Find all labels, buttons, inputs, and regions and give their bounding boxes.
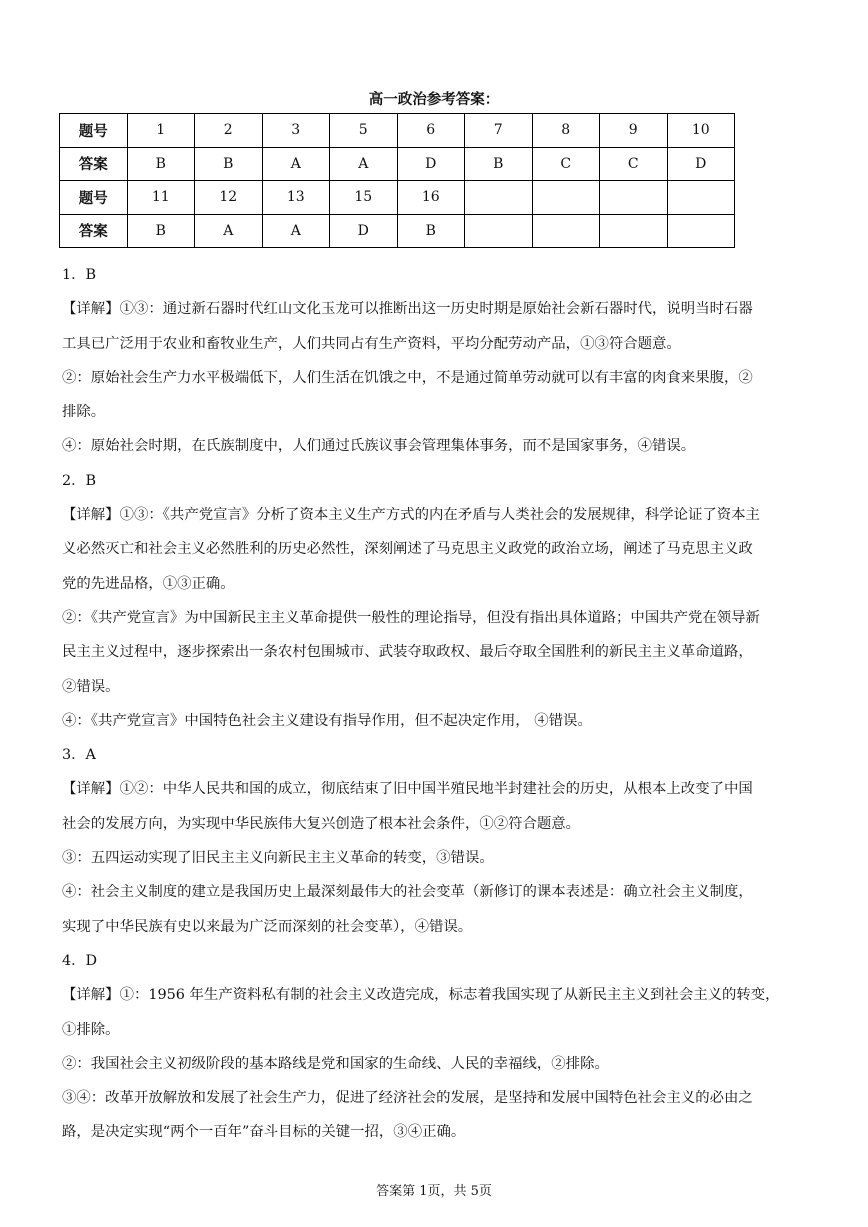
table-cell: A (262, 214, 330, 248)
text-line: ②：《共产党宣言》为中国新民主主义革命提供一般性的理论指导，但没有指出具体道路；中国共产党在领导新 (62, 609, 760, 626)
text-line: ①排除。 (62, 1021, 120, 1038)
table-cell: 1 (127, 114, 195, 148)
page-title: 高一政治参考答案： (368, 92, 500, 108)
table-cell: 10 (667, 114, 735, 148)
table-cell: 15 (330, 181, 398, 215)
answer-table (59, 113, 735, 248)
table-cell: 6 (397, 114, 465, 148)
table-cell: C (532, 147, 600, 181)
table-cell: 11 (127, 181, 195, 215)
table-cell (465, 181, 533, 215)
text-line: 2．B (62, 472, 97, 489)
table-cell (600, 181, 668, 215)
table-cell: A (195, 214, 263, 248)
table-cell: 5 (330, 114, 398, 148)
text-line: 【详解】①③：《共产党宣言》分析了资本主义生产方式的内在矛盾与人类社会的发展规律，科学论证了资本主 (62, 507, 760, 524)
table-cell: 12 (195, 181, 263, 215)
text-line: ③④：改革开放解放和发展了社会生产力，促进了经济社会的发展，是坚持和发展中国特色社会主义的必由之 (62, 1090, 753, 1107)
table-cell (532, 181, 600, 215)
table-cell: A (330, 147, 398, 181)
text-line: 【详解】①：1956 年生产资料私有制的社会主义改造完成，标志着我国实现了从新民主主义到社会主义的转变， (62, 987, 780, 1004)
text-line: 排除。 (62, 404, 106, 421)
table-cell: 9 (600, 114, 668, 148)
table-cell: D (667, 147, 735, 181)
table-cell (667, 181, 735, 215)
table-row (60, 147, 735, 181)
text-line: 【详解】①③：通过新石器时代红山文化玉龙可以推断出这一历史时期是原始社会新石器时代，说明当时石器 (62, 301, 753, 318)
table-cell: B (195, 147, 263, 181)
table-cell: B (397, 214, 465, 248)
text-line: ④：原始社会时期，在氏族制度中，人们通过氏族议事会管理集体事务，而不是国家事务，④错误。 (62, 438, 696, 455)
row-label: 答案 (60, 214, 128, 248)
table-cell: 16 (397, 181, 465, 215)
table-cell (532, 214, 600, 248)
text-line: ②：原始社会生产力水平极端低下，人们生活在饥饿之中，不是通过简单劳动就可以有丰富的肉食来果腹，② (62, 369, 753, 386)
table-cell: 8 (532, 114, 600, 148)
text-line: 社会的发展方向，为实现中华民族伟大复兴创造了根本社会条件，①②符合题意。 (62, 815, 581, 832)
answer-explanations (62, 258, 812, 1150)
text-line: 1．B (62, 267, 97, 283)
table-cell: B (465, 147, 533, 181)
text-line: ④：《共产党宣言》中国特色社会主义建设有指导作用，但不起决定作用， ④错误。 (62, 712, 592, 729)
text-line: 实现了中华民族有史以来最为广泛而深刻的社会变革），④错误。 (62, 918, 473, 935)
text-line: ④：社会主义制度的建立是我国历史上最深刻最伟大的社会变革（新修订的课本表述是：确立社会主义制度， (62, 884, 753, 901)
text-line: 工具已广泛用于农业和畜牧业生产，人们共同占有生产资料，平均分配劳动产品，①③符合题意。 (62, 335, 681, 352)
text-line: ②错误。 (62, 678, 120, 695)
text-line: 党的先进品格，①③正确。 (62, 575, 235, 592)
table-cell: B (127, 214, 195, 248)
text-line: 【详解】①②：中华人民共和国的成立，彻底结束了旧中国半殖民地半封建社会的历史，从根本上改变了中国 (62, 781, 753, 798)
table-cell: 3 (262, 114, 330, 148)
table-cell: B (127, 147, 195, 181)
text-line: 民主主义过程中，逐步探索出一条农村包围城市、武装夺取政权、最后夺取全国胜利的新民主主义革命道路， (62, 644, 753, 661)
table-cell (465, 214, 533, 248)
table-row (60, 214, 735, 248)
table-cell (667, 214, 735, 248)
table-cell: D (330, 214, 398, 248)
table-cell: C (600, 147, 668, 181)
table-row (60, 181, 735, 215)
table-row (60, 114, 735, 148)
table-cell: A (262, 147, 330, 181)
row-label: 题号 (60, 114, 128, 148)
row-label: 题号 (60, 181, 128, 215)
table-cell: 13 (262, 181, 330, 215)
text-line: 3．A (62, 747, 96, 764)
page-footer: 答案第 1页，共 5页 (376, 1184, 492, 1199)
text-line: 义必然灭亡和社会主义必然胜利的历史必然性，深刻阐述了马克思主义政党的政治立场，阐述了马克思主义政 (62, 541, 753, 558)
text-line: ③：五四运动实现了旧民主主义向新民主主义革命的转变，③错误。 (62, 850, 494, 867)
table-cell: 2 (195, 114, 263, 148)
row-label: 答案 (60, 147, 128, 181)
text-line: ②：我国社会主义初级阶段的基本路线是党和国家的生命线、人民的幸福线，②排除。 (62, 1055, 609, 1072)
table-cell: 7 (465, 114, 533, 148)
text-line: 路，是决定实现“两个一百年”奋斗目标的关键一招，③④正确。 (62, 1124, 466, 1141)
table-cell (600, 214, 668, 248)
text-line: 4．D (62, 952, 98, 969)
table-cell: D (397, 147, 465, 181)
